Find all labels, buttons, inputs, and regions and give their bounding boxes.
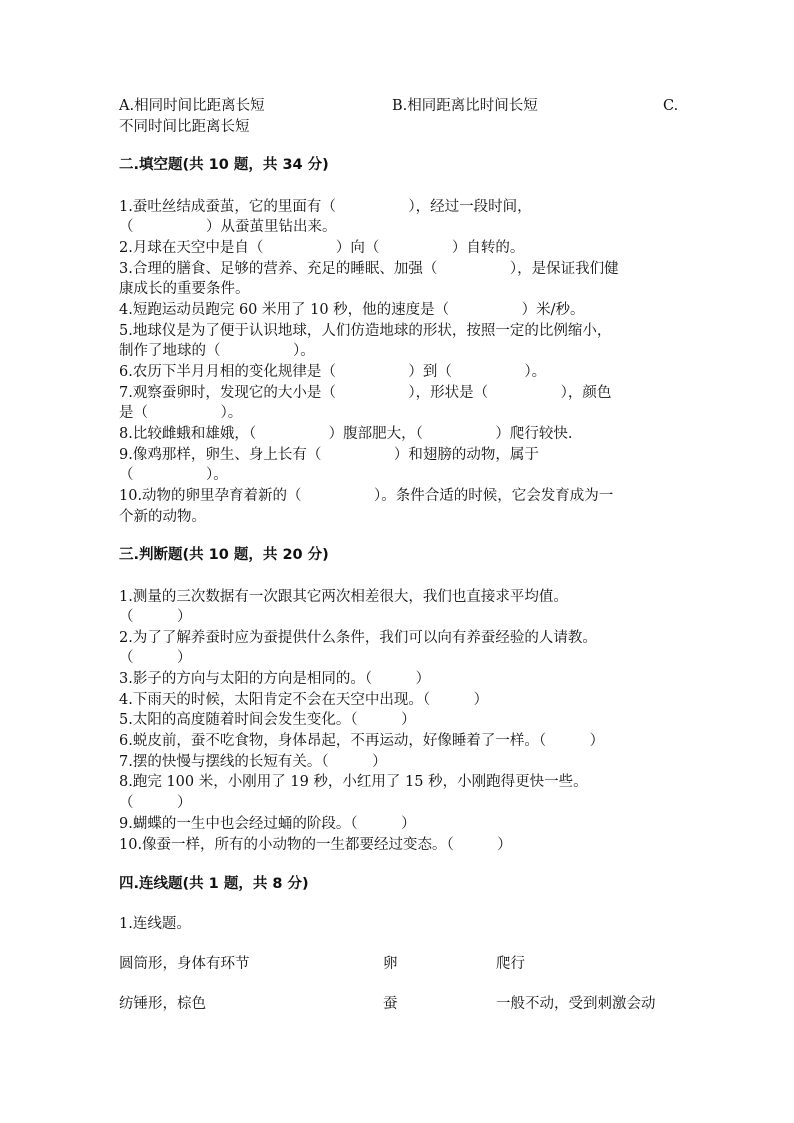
fill-question-line: 是（ ）。 bbox=[119, 405, 243, 421]
fill-question-line: 康成长的重要条件。 bbox=[119, 281, 250, 297]
fill-question-line: 3.合理的膳食、足够的营养、充足的睡眠、加强（ ），是保证我们健 bbox=[119, 261, 619, 277]
section-4-heading: 四.连线题(共 1 题，共 8 分) bbox=[119, 876, 309, 892]
fill-question-line: 6.农历下半月月相的变化规律是（ ）到（ ）。 bbox=[119, 364, 547, 380]
matching-question: 1.连线题。 bbox=[119, 916, 191, 932]
judge-question-line: （ ） bbox=[119, 650, 192, 666]
judge-question-line: 9.蝴蝶的一生中也会经过蛹的阶段。（ ） bbox=[119, 816, 416, 832]
judge-question-line: 3.影子的方向与太阳的方向是相同的。（ ） bbox=[119, 671, 431, 687]
fill-question-line: 10.动物的卵里孕育着新的（ ）。条件合适的时候，它会发育成为一 bbox=[119, 488, 614, 504]
fill-question-line: 制作了地球的（ ）。 bbox=[119, 343, 315, 359]
option-c-label: C. bbox=[663, 98, 679, 114]
judge-question-line: 1.测量的三次数据有一次跟其它两次相差很大，我们也直接求平均值。 bbox=[119, 589, 568, 605]
judge-question-line: 10.像蚕一样，所有的小动物的一生都要经过变态。（ ） bbox=[119, 837, 512, 853]
option-b: B.相同距离比时间长短 bbox=[392, 98, 538, 114]
judge-question-line: 6.蜕皮前，蚕不吃食物，身体昂起，不再运动，好像睡着了一样。（ ） bbox=[119, 733, 605, 749]
judge-question-line: （ ） bbox=[119, 609, 192, 625]
judge-question-line: （ ） bbox=[119, 795, 192, 811]
section-2-heading: 二.填空题(共 10 题，共 34 分) bbox=[119, 157, 329, 173]
fill-question-line: （ ）从蚕茧里钻出来。 bbox=[119, 219, 337, 235]
judge-question-line: 7.摆的快慢与摆线的长短有关。（ ） bbox=[119, 754, 387, 770]
judge-question-line: 2.为了了解养蚕时应为蚕提供什么条件，我们可以向有养蚕经验的人请教。 bbox=[119, 630, 597, 646]
fill-question-line: 2.月球在天空中是自（ ）向（ ）自转的。 bbox=[119, 240, 525, 256]
fill-question-line: （ ）。 bbox=[119, 467, 228, 483]
fill-question-line: 7.观察蚕卵时，发现它的大小是（ ），形状是（ ），颜色 bbox=[119, 385, 612, 401]
fill-question-line: 1.蚕吐丝结成蚕茧，它的里面有（ ），经过一段时间， bbox=[119, 199, 532, 215]
fill-question-line: 5.地球仪是为了便于认识地球，人们仿造地球的形状，按照一定的比例缩小， bbox=[119, 323, 612, 339]
judge-question-line: 8.跑完 100 米，小刚用了 19 秒，小红用了 15 秒，小刚跑得更快一些。 bbox=[119, 774, 588, 790]
fill-question-line: 9.像鸡那样，卵生、身上长有（ ）和翅膀的动物，属于 bbox=[119, 447, 539, 463]
option-c-text: 不同时间比距离长短 bbox=[119, 119, 250, 135]
judge-question-line: 4.下雨天的时候，太阳肯定不会在天空中出现。（ ） bbox=[119, 692, 489, 708]
matching-left-item: 纺锤形，棕色 bbox=[119, 996, 206, 1012]
section-3-heading: 三.判断题(共 10 题，共 20 分) bbox=[119, 547, 329, 563]
matching-right-item: 爬行 bbox=[496, 956, 525, 972]
judge-question-line: 5.太阳的高度随着时间会发生变化。（ ） bbox=[119, 712, 416, 728]
option-a: A.相同时间比距离长短 bbox=[119, 98, 265, 114]
matching-middle-item: 卵 bbox=[383, 956, 398, 972]
fill-question-line: 8.比较雌蛾和雄娥，（ ）腹部肥大，（ ）爬行较快. bbox=[119, 426, 573, 442]
matching-left-item: 圆筒形，身体有环节 bbox=[119, 956, 250, 972]
fill-question-line: 4.短跑运动员跑完 60 米用了 10 秒，他的速度是（ ）米/秒。 bbox=[119, 302, 585, 318]
matching-right-item: 一般不动，受到刺激会动 bbox=[496, 996, 656, 1012]
fill-question-line: 个新的动物。 bbox=[119, 509, 206, 525]
matching-middle-item: 蚕 bbox=[383, 996, 398, 1012]
